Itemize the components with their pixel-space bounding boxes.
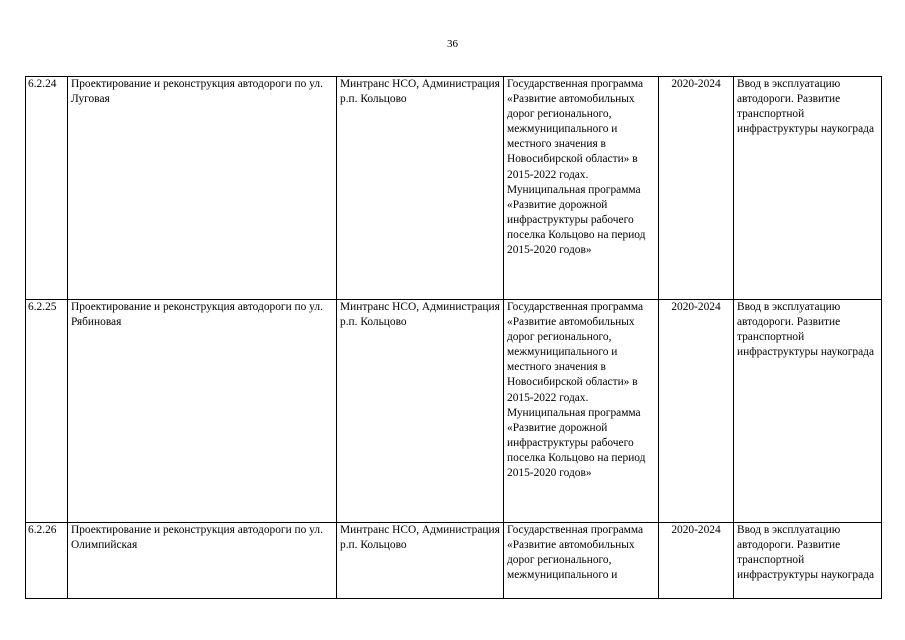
executor-cell: Минтранс НСО, Администрация р.п. Кольцово [337, 77, 504, 300]
program-cell: Государственная программа «Развитие автомобильных дорог регионального, межмуниципального и местного значения в Новосибирской области» в 2015-2022 годах. Муниципальная программа «Развитие дорожной инфраструктуры рабочего поселка Кольцово на период 2015-2020 годов» [504, 77, 659, 300]
table-row [26, 300, 882, 523]
executor-cell: Минтранс НСО, Администрация р.п. Кольцово [337, 300, 504, 523]
measure-name-cell: Проектирование и реконструкция автодороги по ул. Олимпийская [68, 523, 337, 599]
period-cell: 2020-2024 [659, 300, 734, 523]
period-cell: 2020-2024 [659, 523, 734, 599]
row-number-cell: 6.2.26 [26, 523, 68, 599]
executor-cell: Минтранс НСО, Администрация р.п. Кольцово [337, 523, 504, 599]
row-number-cell: 6.2.24 [26, 77, 68, 300]
program-cell: Государственная программа «Развитие автомобильных дорог регионального, межмуниципального и местного значения в Новосибирской области» в 2015-2022 годах. Муниципальная программа «Развитие дорожной инфраструктуры рабочего поселка Кольцово на период 2015-2020 годов» [504, 300, 659, 523]
page-number: 36 [447, 38, 458, 50]
table-row [26, 523, 882, 599]
result-cell: Ввод в эксплуатацию автодороги. Развитие транспортной инфраструктуры наукограда [734, 77, 882, 300]
program-cell: Государственная программа «Развитие автомобильных дорог регионального, межмуниципального и [504, 523, 659, 599]
period-cell: 2020-2024 [659, 77, 734, 300]
measures-table [25, 76, 882, 599]
measure-name-cell: Проектирование и реконструкция автодороги по ул. Рябиновая [68, 300, 337, 523]
table-row [26, 77, 882, 300]
measure-name-cell: Проектирование и реконструкция автодороги по ул. Луговая [68, 77, 337, 300]
result-cell: Ввод в эксплуатацию автодороги. Развитие транспортной инфраструктуры наукограда [734, 300, 882, 523]
result-cell: Ввод в эксплуатацию автодороги. Развитие транспортной инфраструктуры наукограда [734, 523, 882, 599]
row-number-cell: 6.2.25 [26, 300, 68, 523]
